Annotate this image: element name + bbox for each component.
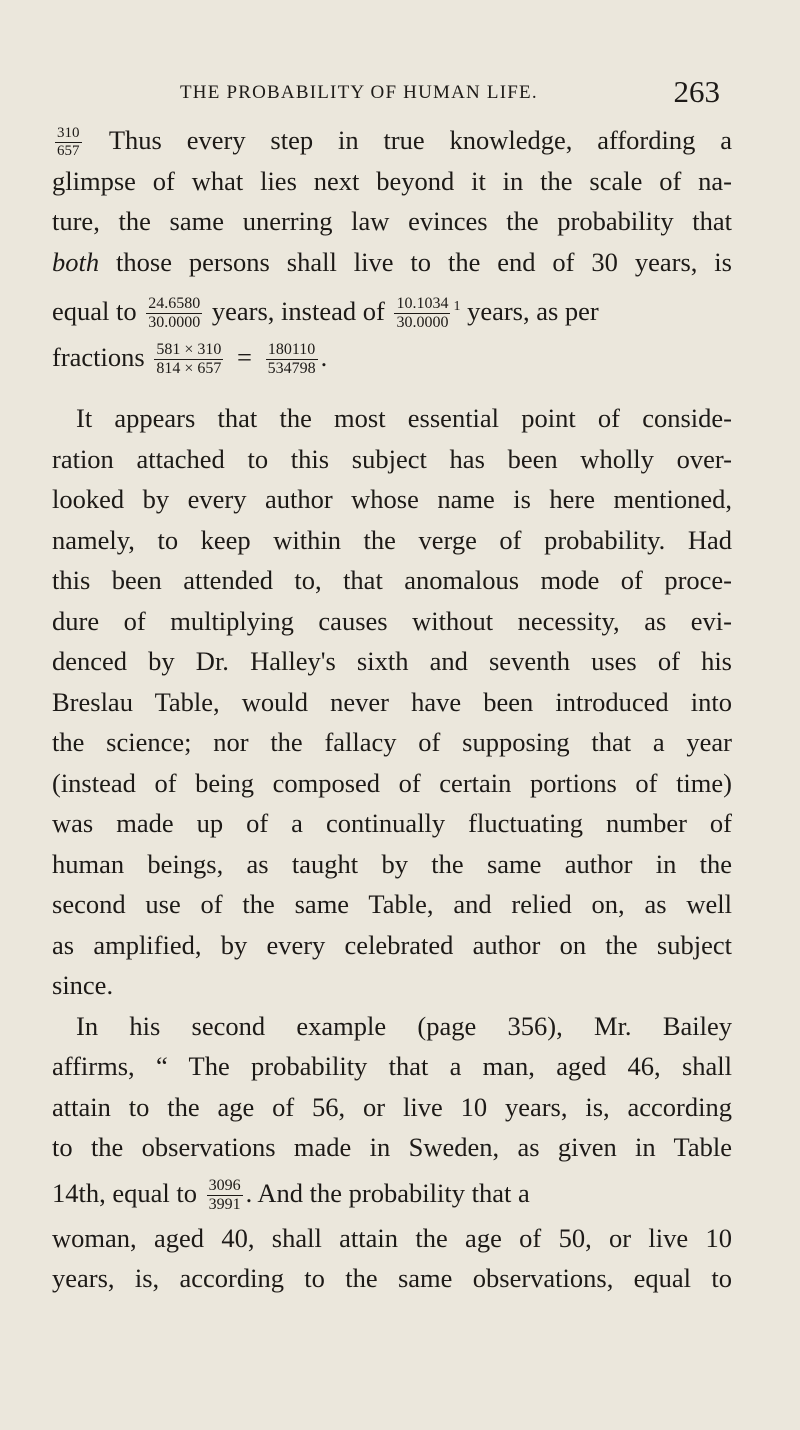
paragraph-3-fraction-line: 14th, equal to $\frac{3096}{3991}$ . And the probability that a — [52, 1176, 530, 1213]
paragraph-2-line-15: since. — [52, 970, 114, 1000]
emphasis-text: both — [52, 246, 100, 277]
superscript-mark: 1 — [453, 299, 461, 314]
fractions-line: fractions $\frac{581 \times 310}{814 \times 657}$ = $\frac{180110}{534798}$ . — [52, 341, 328, 378]
page-header — [180, 74, 720, 114]
paragraph-2-line-3: looked by every author whose name is here mentioned, — [52, 484, 732, 514]
paragraph-1-line-3: ture, the same unerring law evinces the probability that — [52, 206, 732, 236]
fraction-24-6580: $\frac{24.6580}{30.0000}$ — [148, 295, 201, 332]
equation-line: equal to $\frac{24.6580}{30.0000}$ years, instead of $\frac{10.1034}{30.0000}$ $^1$ years, as per — [52, 295, 599, 332]
fraction-10-1034: $\frac{10.1034}{30.0000}$ — [396, 295, 449, 332]
running-head: THE PROBABILITY OF HUMAN LIFE. — [180, 82, 538, 103]
paragraph-2-line-6: dure of multiplying causes without necessity, as evi- — [52, 605, 732, 636]
fraction-result: $\frac{180110}{534798}$ — [267, 341, 316, 378]
paragraph-2-line-1: It appears that the most essential point of conside- — [76, 403, 732, 433]
paragraph-3-line-6: woman, aged 40, shall attain the age of 50, or live 10 — [52, 1222, 732, 1253]
paragraph-3-line-3: attain to the age of 56, or live 10 years, is, according — [52, 1091, 732, 1122]
paragraph-2-line-8: Breslau Table, would never have been introduced into — [52, 686, 732, 717]
paragraph-3-line-1: In his second example (page 356), Mr. Bailey — [76, 1010, 732, 1041]
paragraph-2-line-5: this been attended to, that anomalous mode of proce- — [52, 565, 732, 595]
paragraph-3-line-2: affirms, “ The probability that a man, aged 46, shall — [52, 1051, 732, 1081]
paragraph-1-line-1: $\frac{310}{657}$ Thus every step in true knowledge, affording a — [57, 125, 732, 160]
paragraph-2-line-11: was made up of a continually fluctuating number of — [52, 808, 732, 838]
paragraph-2-line-2: ration attached to this subject has been wholly over- — [52, 443, 732, 474]
paragraph-3-line-7: years, is, according to the same observations, equal to — [52, 1263, 732, 1293]
inline-fraction: $\frac{310}{657}$ — [57, 125, 80, 160]
paragraph-2-line-14: as amplified, by every celebrated author on the subject — [52, 929, 732, 960]
paragraph-2-line-9: the science; nor the fallacy of supposing that a year — [52, 727, 732, 757]
paragraph-2-line-13: second use of the same Table, and relied on, as well — [52, 889, 732, 919]
paragraph-1-line-2: glimpse of what lies next beyond it in the scale of na- — [52, 165, 732, 196]
fraction-3096: $\frac{3096}{3991}$ — [208, 1176, 241, 1213]
paragraph-2-line-10: (instead of being composed of certain portions of time) — [52, 767, 732, 798]
paragraph-3-line-4: to the observations made in Sweden, as given in Table — [52, 1132, 732, 1162]
body-text — [52, 120, 732, 1299]
paragraph-2-line-12: human beings, as taught by the same author in the — [52, 848, 732, 879]
paragraph-1-line-4: both those persons shall live to the end of 30 years, is — [52, 246, 732, 277]
paragraph-2-line-4: namely, to keep within the verge of probability. Had — [52, 524, 732, 555]
fraction-product: $\frac{581 \times 310}{814 \times 657}$ — [156, 341, 222, 378]
paragraph-2-line-7: denced by Dr. Halley's sixth and seventh uses of his — [52, 646, 732, 676]
page-number: 263 — [673, 74, 720, 109]
